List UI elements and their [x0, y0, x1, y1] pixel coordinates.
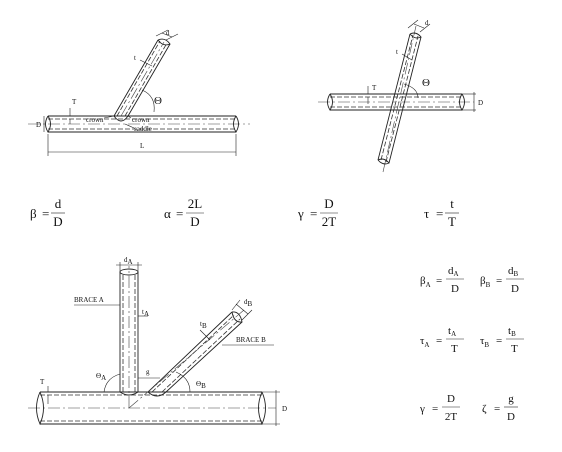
formula-gamma-right: [419, 393, 460, 423]
label-D: D: [478, 99, 484, 107]
label-T: T: [40, 378, 45, 386]
formula-beta: [30, 196, 65, 229]
formula-tauA: [420, 325, 464, 355]
formula-gamma: [297, 196, 338, 229]
figure-k-joint: [28, 256, 287, 426]
figure-x-joint: [318, 19, 483, 172]
svg-text:βB: $\beta_B$: [480, 275, 491, 289]
label-saddle: saddle: [134, 125, 152, 133]
label-dB: dB: [244, 298, 253, 308]
brace-left-edge: [114, 40, 158, 116]
label-T: T: [72, 98, 77, 106]
svg-text:2T: 2T: [321, 214, 337, 229]
svg-text:dB: dB: [508, 265, 519, 278]
svg-text:D: D: [53, 214, 63, 229]
svg-text:ζ: ζ: [482, 403, 487, 415]
svg-text:D: D: [190, 214, 200, 229]
label-brace-a: BRACE A: [74, 296, 104, 304]
svg-text:D: D: [507, 411, 515, 423]
svg-text:α: α: [164, 206, 171, 221]
svg-text:g: g: [508, 393, 514, 405]
svg-text:τ: τ: [424, 206, 430, 221]
label-d: d: [166, 29, 170, 37]
svg-text:d: d: [54, 196, 62, 211]
svg-text:βA: $\beta_A$: [420, 275, 431, 289]
svg-text:=: =: [436, 206, 444, 221]
label-thetaB: ΘB: [196, 380, 206, 390]
svg-text:tA: tA: [448, 325, 457, 338]
label-dA: dA: [124, 256, 133, 266]
label-T: T: [372, 84, 377, 92]
svg-text:D: D: [511, 283, 519, 295]
svg-text:β: β: [30, 206, 37, 221]
svg-text:D: D: [324, 196, 334, 211]
formula-alpha: [164, 196, 204, 229]
label-theta: Θ: [422, 77, 430, 89]
svg-text:dA: dA: [448, 265, 459, 278]
svg-text:=: =: [436, 335, 443, 347]
svg-text:D: D: [447, 393, 455, 405]
svg-text:t: t: [450, 196, 454, 211]
formula-betaB: [480, 265, 524, 295]
svg-text:τB: $\tau_B$: [480, 335, 490, 349]
svg-text:=: =: [494, 403, 501, 415]
brace-b-lower: [148, 312, 232, 392]
formula-betaA: [420, 265, 464, 295]
label-L: L: [140, 142, 145, 150]
svg-text:γ: γ: [420, 403, 425, 415]
formula-tauB: [480, 325, 524, 355]
label-t: t: [134, 54, 136, 62]
label-crown-left: crown: [86, 116, 104, 124]
svg-text:=: =: [496, 335, 503, 347]
svg-text:γ: γ: [298, 206, 304, 221]
angle-arc: [142, 90, 154, 112]
label-D: D: [282, 405, 288, 413]
formula-zeta: [482, 393, 518, 423]
svg-text:=: =: [176, 206, 184, 221]
svg-text:=: =: [436, 275, 443, 287]
label-d: d: [425, 19, 429, 27]
svg-text:=: =: [496, 275, 503, 287]
label-theta: Θ: [154, 95, 162, 107]
label-D: D: [36, 121, 42, 129]
svg-text:T: T: [511, 343, 518, 355]
svg-text:=: =: [310, 206, 318, 221]
label-thetaA: ΘA: [96, 372, 107, 382]
svg-text:T: T: [448, 214, 456, 229]
figure-t-joint: [28, 29, 250, 156]
label-tB: tB: [200, 320, 207, 330]
svg-text:2T: 2T: [444, 411, 458, 423]
label-g: g: [146, 368, 150, 376]
label-t: t: [396, 48, 398, 56]
svg-text:tB: tB: [508, 325, 516, 338]
svg-text:2L: 2L: [187, 196, 203, 211]
svg-text:D: D: [451, 283, 459, 295]
svg-text:τA: $\tau_A$: [420, 335, 430, 349]
label-tA: tA: [142, 308, 150, 318]
svg-text:=: =: [42, 206, 50, 221]
svg-text:=: =: [432, 403, 439, 415]
formula-tau: [424, 196, 459, 229]
label-crown-right: crown: [132, 116, 150, 124]
svg-text:T: T: [451, 343, 458, 355]
label-brace-b: BRACE B: [236, 336, 266, 344]
